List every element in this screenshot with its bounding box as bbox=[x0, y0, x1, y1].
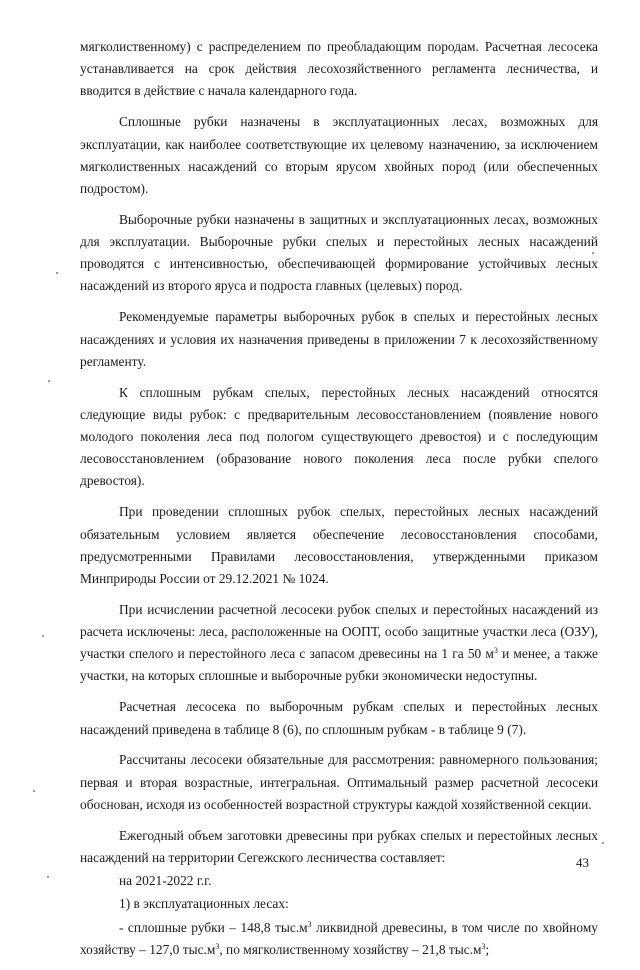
cubic-superscript: 3 bbox=[215, 941, 220, 951]
scan-speck bbox=[47, 876, 49, 878]
paragraph-exploitation-forests: 1) в эксплуатационных лесах: bbox=[119, 896, 289, 912]
paragraph-clear-cuts: Сплошные рубки назначены в эксплуатационных лесах, возможных для эксплуатации, как наиболее соответствующие их целевому назначению, за исключением мягколиственных насаждений со вторым ярусом хвойных пород (или обеспеченных подростом). bbox=[80, 114, 598, 196]
paragraph-exclusions-text-b: и менее, а также участки, на которых сплошные и выборочные рубки экономически недоступны. bbox=[80, 646, 598, 684]
paragraph-exclusions bbox=[80, 599, 598, 688]
paragraph-continuation: мягколиственному) с распределением по преобладающим породам. Расчетная лесосека устанавливается на срок действия лесохозяйственного регламента лесничества, и вводится в действие с начала календарного года. bbox=[80, 39, 598, 99]
paragraph-reforestation-condition: При проведении сплошных рубок спелых, перестойных лесных насаждений обязательным условием является обеспечение лесовосстановления способами, предусмотренными Правилами лесовосстановления, утвержденными приказом Минприроды России от 29.12.2021 № 1024. bbox=[80, 504, 598, 586]
paragraph-tables-reference: Расчетная лесосека по выборочным рубкам спелых и перестойных лесных насаждений приведена в таблице 8 (6), по сплошным рубкам - в таблице 9 (7). bbox=[80, 699, 598, 737]
volume-text-c: , по мягколиственному хозяйству – 21,8 тыс.м bbox=[219, 941, 482, 957]
paragraph-annual-volume: Ежегодный объем заготовки древесины при рубках спелых и перестойных лесных насаждений на территории Сегежского лесничества составляет: bbox=[80, 827, 598, 865]
scan-speck bbox=[42, 635, 44, 637]
scan-speck bbox=[56, 272, 58, 274]
paragraph-exclusions-text-a: При исчислении расчетной лесосеки рубок спелых и перестойных насаждений из расчета исключены: леса, расположенные на ООПТ, особо защитные участки леса (ОЗУ), участки спелого и перестойного леса с запасом древесины на 1 га 50 м bbox=[80, 601, 598, 662]
scan-speck bbox=[592, 252, 594, 254]
volume-text-d: ; bbox=[485, 941, 490, 957]
cubic-superscript: 3 bbox=[307, 919, 312, 929]
scan-speck bbox=[48, 380, 50, 382]
scan-speck bbox=[602, 842, 604, 844]
paragraph-clear-cut-volume bbox=[80, 917, 598, 961]
paragraph-period: на 2021-2022 г.г. bbox=[119, 873, 212, 889]
volume-text-b: ликвидной древесины, в том числе по хвойному хозяйству – 127,0 тыс.м bbox=[80, 919, 599, 957]
volume-text-a: - сплошные рубки – 148,8 тыс.м bbox=[119, 919, 308, 935]
paragraph-clear-cut-types: К сплошным рубкам спелых, перестойных лесных насаждений относятся следующие виды рубок: с предварительным лесовосстановлением (появление нового молодого поколения леса под пологом существующего древостоя) и с последующим лесовосстановлением (образование нового поколения леса после рубки спелого древостоя). bbox=[80, 384, 598, 489]
cubic-superscript: 3 bbox=[493, 646, 498, 656]
paragraph-recommended-parameters: Рекомендуемые параметры выборочных рубок в спелых и перестойных лесных насаждениях и условия их назначения приведены в приложении 7 к лесохозяйственному регламенту. bbox=[80, 309, 598, 369]
page-number: 43 bbox=[576, 855, 589, 870]
scan-speck bbox=[33, 790, 35, 792]
paragraph-calculated-cutting-areas: Рассчитаны лесосеки обязательные для рассмотрения: равномерного пользования; первая и вторая возрастные, интегральная. Оптимальный размер расчетной лесосеки обоснован, исходя из особенностей возрастной структуры каждой хозяйственной секции. bbox=[80, 752, 598, 812]
document-body bbox=[80, 36, 598, 970]
paragraph-selective-cuts: Выборочные рубки назначены в защитных и эксплуатационных лесах, возможных для эксплуатации. Выборочные рубки спелых и перестойных лесных насаждений проводятся с интенсивностью, обеспечивающей формирование устойчивых лесных насаждений из второго яруса и подроста главных (целевых) пород. bbox=[80, 211, 598, 294]
cubic-superscript: 3 bbox=[481, 941, 486, 951]
